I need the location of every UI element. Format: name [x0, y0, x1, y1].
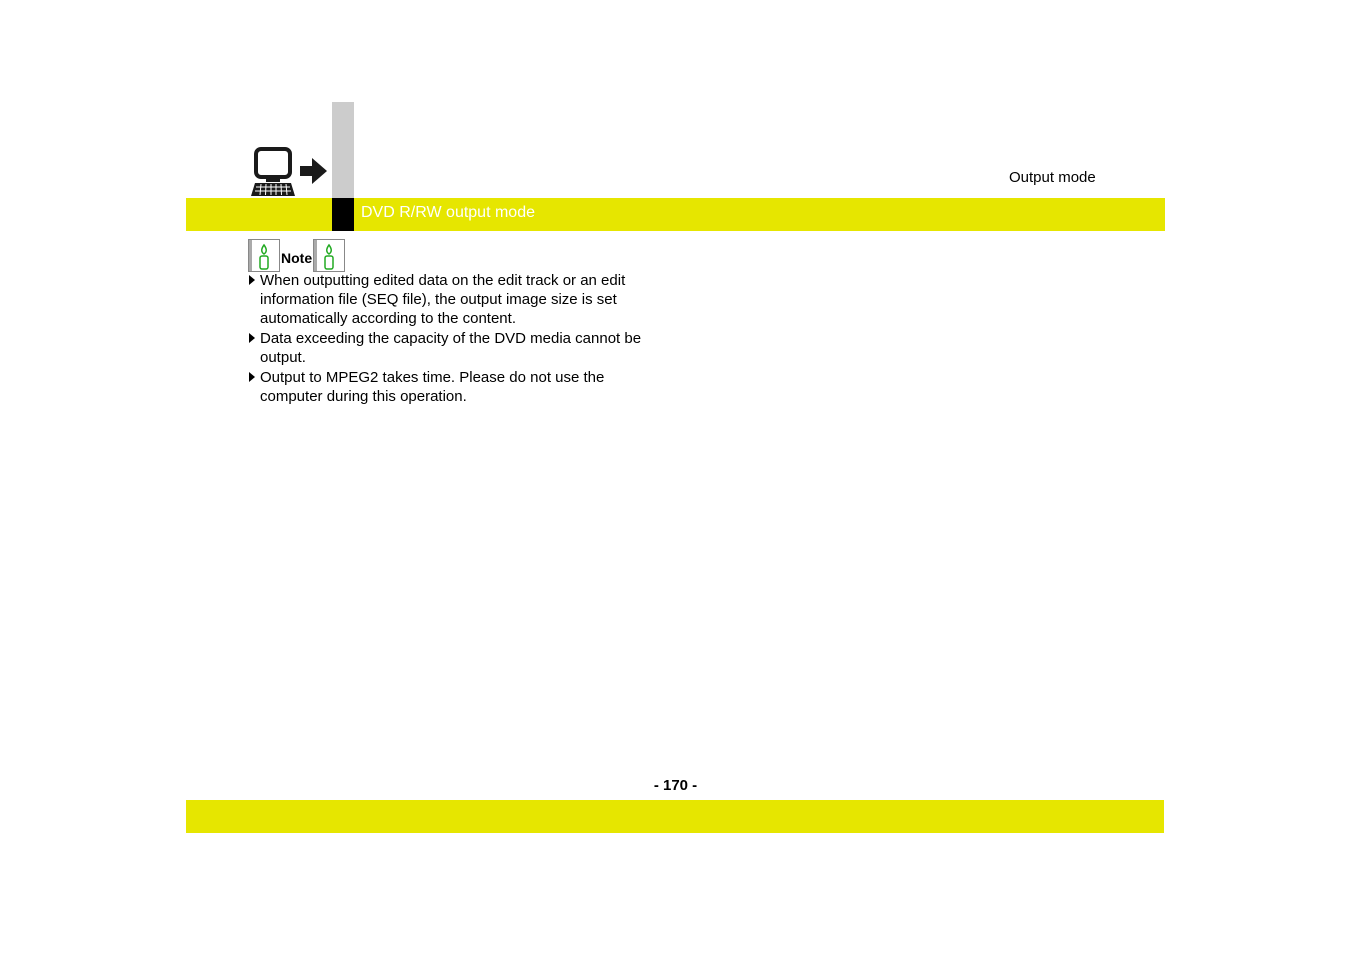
note-label: Note [281, 249, 313, 266]
page-number: - 170 - [653, 777, 698, 794]
note-list [248, 271, 668, 407]
note-heading [248, 239, 345, 272]
note-text: Output to MPEG2 takes time. Please do not use the computer during this operation. [260, 369, 605, 405]
computer-output-icon [250, 147, 330, 199]
header-black-tab [332, 198, 354, 231]
triangle-bullet-icon [249, 372, 255, 382]
triangle-bullet-icon [249, 333, 255, 343]
header-gray-tab [332, 102, 354, 198]
list-item [248, 329, 668, 367]
section-title: DVD R/RW output mode [361, 204, 535, 221]
footer-bar [186, 800, 1164, 833]
list-item [248, 271, 668, 328]
note-text: Data exceeding the capacity of the DVD media cannot be output. [260, 330, 642, 366]
candle-icon [313, 239, 345, 272]
candle-icon [248, 239, 280, 272]
triangle-bullet-icon [249, 275, 255, 285]
list-item [248, 368, 668, 406]
header-label: Output mode [1009, 169, 1096, 186]
note-text: When outputting edited data on the edit track or an edit information file (SEQ file), the output image size is set automatically according to the content. [260, 272, 626, 327]
